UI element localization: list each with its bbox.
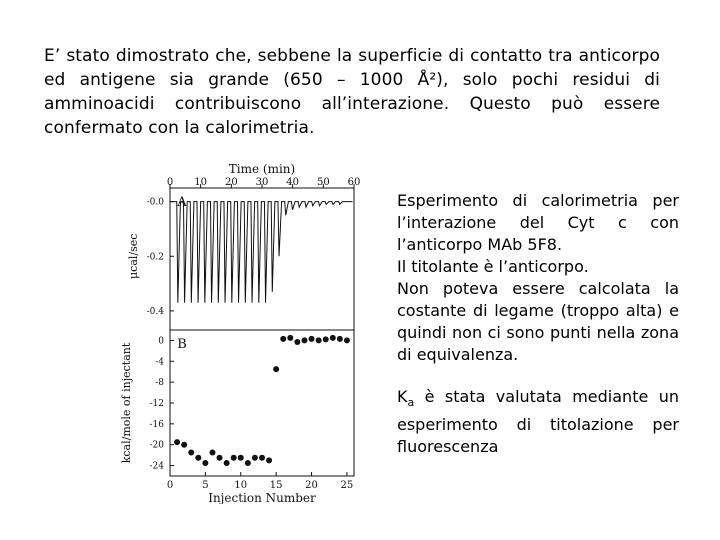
data-point [316,337,322,343]
data-point [280,336,286,342]
enthalpy-tick-label: -4 [155,357,164,368]
time-tick-label: 20 [224,177,238,188]
side-line-1: Esperimento di calorimetria per l’interazione del Cyt c con l’anticorpo MAb 5F8. [397,191,679,254]
panel-b-label: B [177,337,187,352]
data-point [337,336,343,342]
injection-tick-label: 5 [202,480,209,491]
intro-paragraph: E’ stato dimostrato che, sebbene la superficie di contatto tra anticorpo ed antigene sia grande (650 – 1000 Å²), solo pochi residui di amminoacidi contribuiscono all’interazione. Questo può essere confermato con la calorimetria. [44,46,660,138]
data-point [309,336,315,342]
time-tick-label: 60 [347,177,361,188]
enthalpy-tick-label: 0 [158,336,164,347]
injection-tick-label: 20 [305,480,318,491]
data-point [323,336,329,342]
data-point [174,439,180,445]
power-tick-label: -0.0 [146,197,164,208]
enthalpy-tick-label: -20 [149,440,164,451]
data-point [202,460,208,466]
enthalpy-tick-label: -12 [149,399,164,409]
enthalpy-tick-label: -16 [149,419,164,430]
injection-tick-label: 15 [269,480,283,491]
side-text [397,190,679,458]
data-point [217,455,223,461]
panel-b-frame [170,330,354,476]
panel-a-label: A [177,195,187,210]
data-point [224,460,230,466]
power-tick-label: -0.2 [146,252,164,263]
time-tick-label: 30 [255,177,269,188]
power-tick-label: -0.4 [146,306,164,317]
ka-subscript: a [407,396,415,410]
itc-chart [108,158,366,504]
injection-tick-label: 0 [166,480,174,491]
time-tick-label: 50 [316,177,330,188]
calorimetry-figure [108,158,366,504]
data-point [344,337,350,343]
side-line-3: Non poteva essere calcolata la costante di legame (troppo alta) e quindi non ci sono punti nella zona di equivalenza. [397,279,679,364]
time-tick-label: 10 [194,177,208,188]
thermogram-trace [171,202,353,303]
enthalpy-tick-label: -8 [155,378,164,389]
data-point [266,457,272,463]
side-paragraph-2 [397,386,679,458]
data-point [259,455,265,461]
injection-axis-title: Injection Number [208,491,316,504]
data-point [252,455,258,461]
data-point [287,335,293,341]
injection-tick-label: 25 [340,480,354,491]
time-tick-label: 0 [166,177,174,188]
data-point [209,450,215,456]
data-point [294,339,300,345]
injection-tick-label: 10 [234,480,248,491]
power-axis-title: μcal/sec [127,233,140,279]
time-axis-title: Time (min) [228,162,296,176]
data-point [188,450,194,456]
side-paragraph-2-text: è stata valutata mediante un esperimento di titolazione per fluorescenza [397,387,679,457]
enthalpy-tick-label: -24 [149,461,164,472]
data-point [245,460,251,466]
data-point [195,455,201,461]
data-point [273,366,279,372]
data-point [181,442,187,448]
side-line-2: Il titolante è l’anticorpo. [397,257,589,276]
data-point [301,337,307,343]
ka-symbol: K [397,387,408,406]
data-point [238,455,244,461]
data-point [330,335,336,341]
data-point [231,455,237,461]
enthalpy-axis-title: kcal/mole of injectant [120,342,133,464]
time-tick-label: 40 [286,177,300,188]
